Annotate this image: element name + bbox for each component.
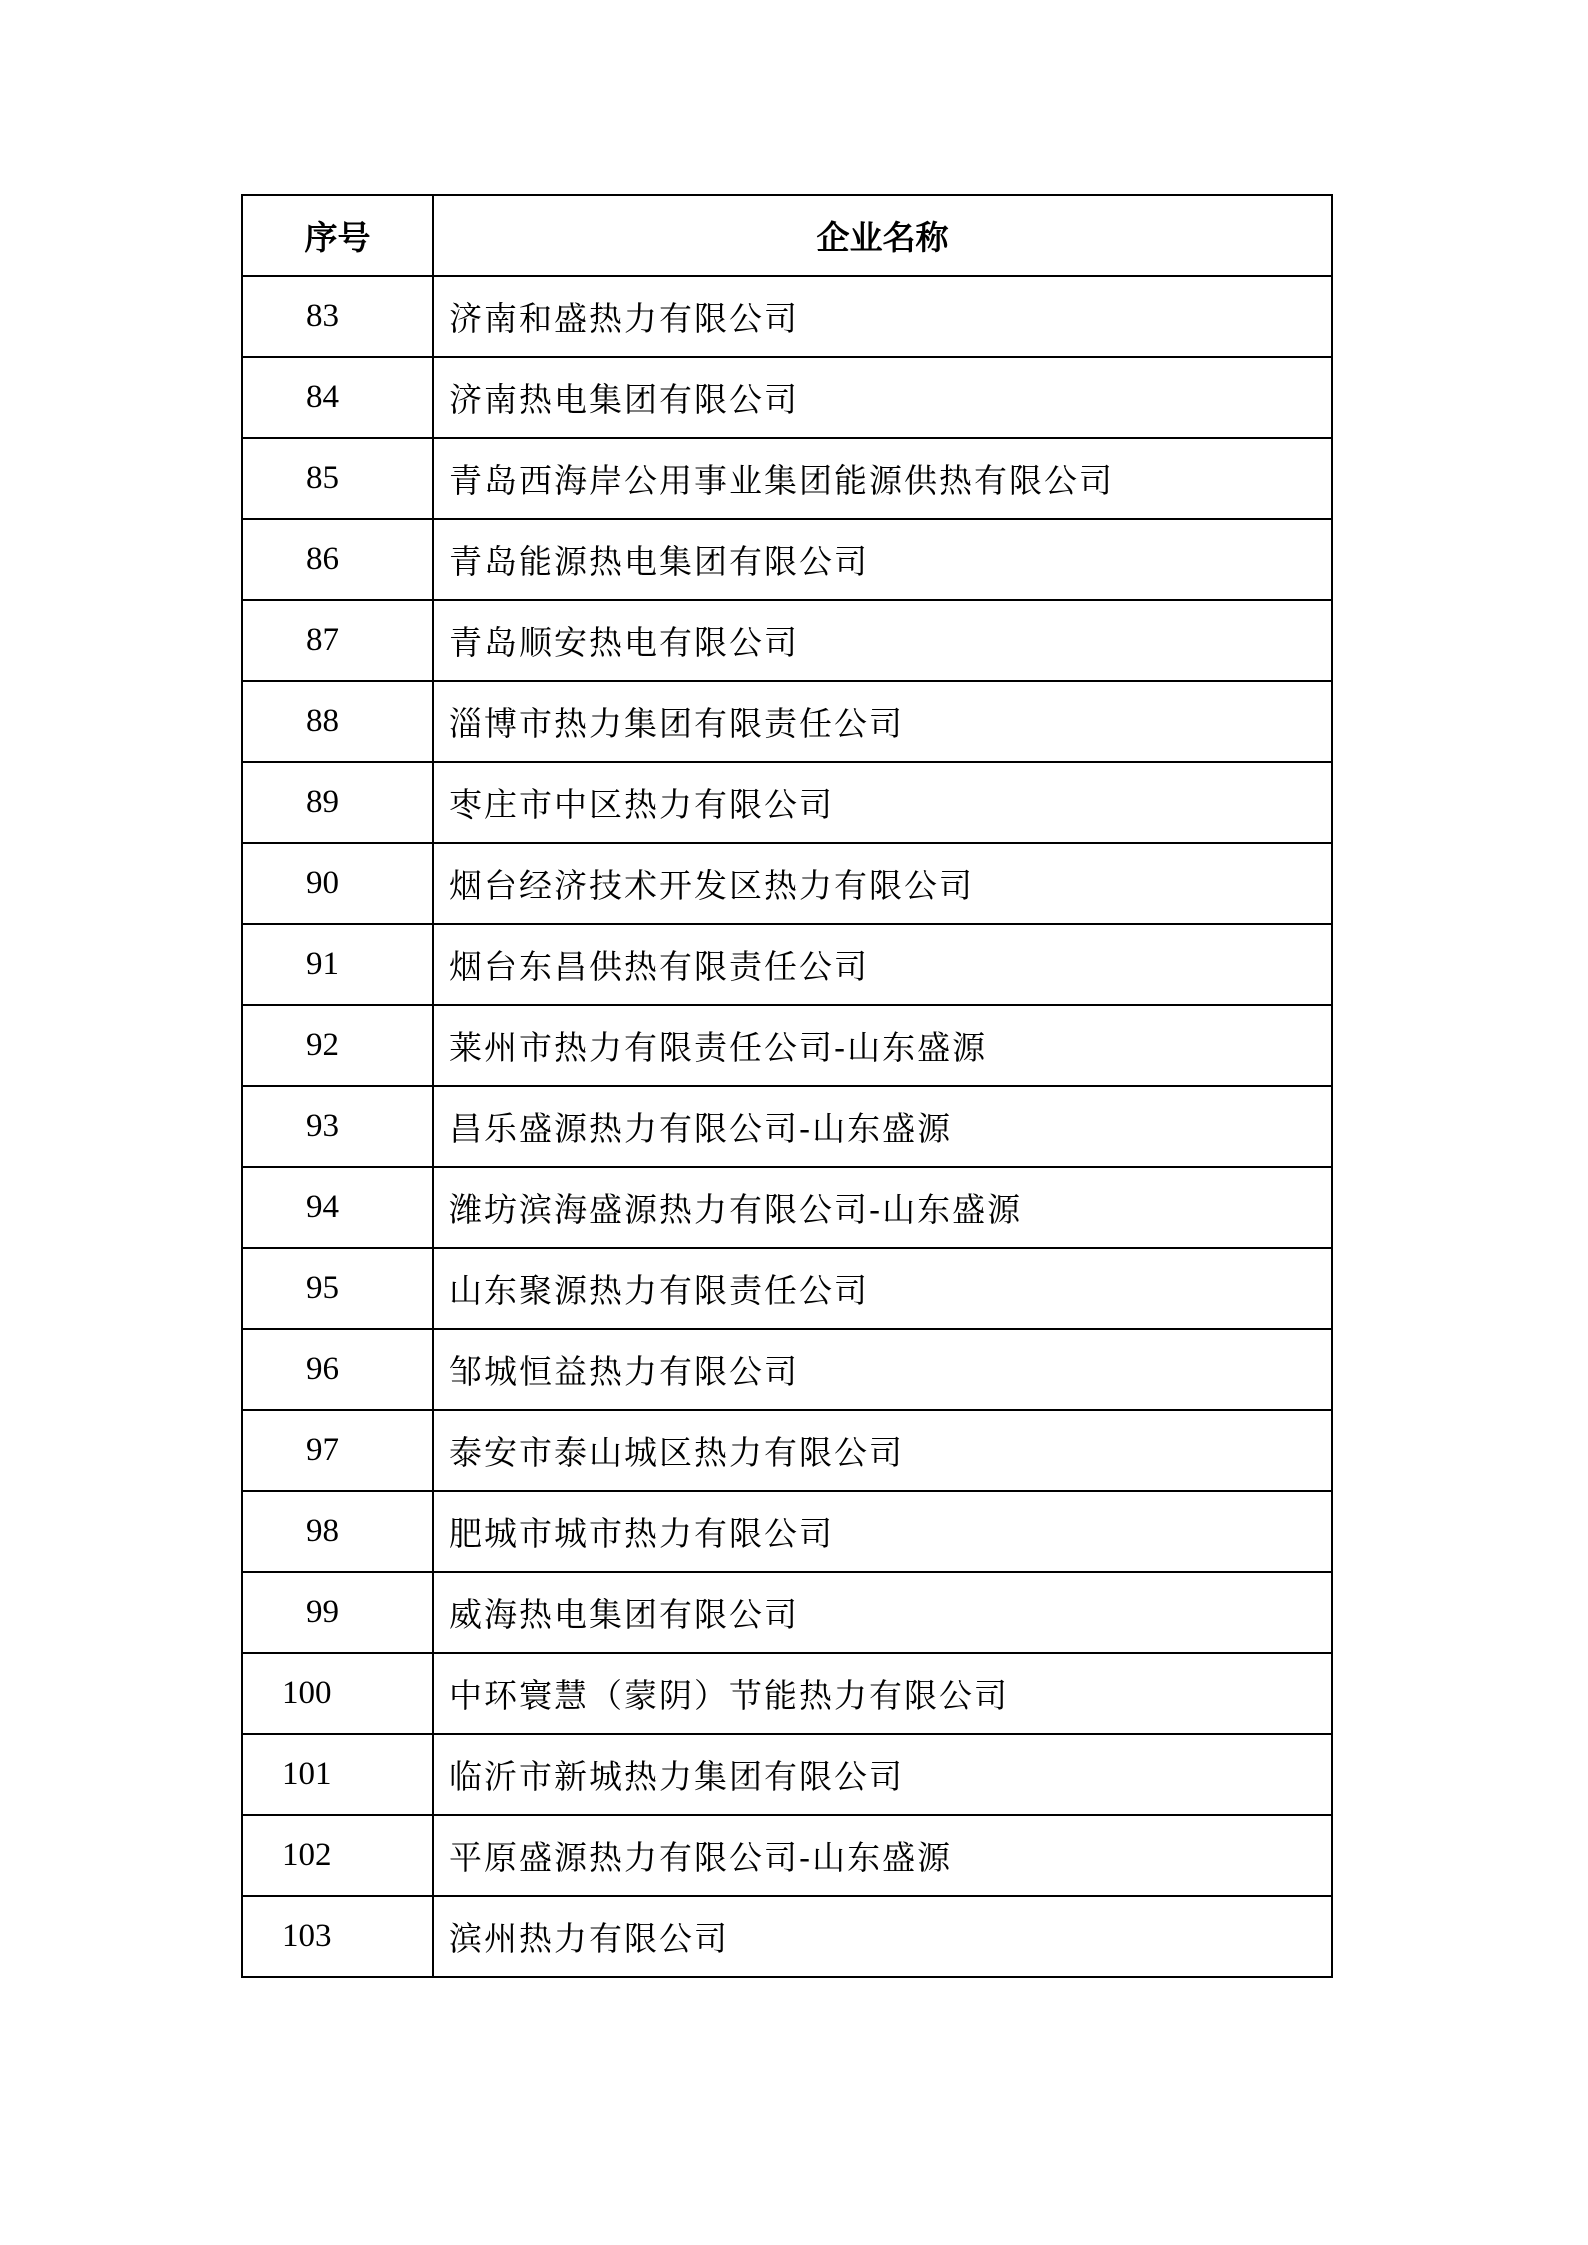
row-index: 89	[242, 762, 433, 843]
row-index: 91	[242, 924, 433, 1005]
table-row	[242, 1653, 1332, 1734]
row-index: 92	[242, 1005, 433, 1086]
company-name: 肥城市城市热力有限公司	[433, 1491, 1332, 1572]
company-name: 烟台东昌供热有限责任公司	[433, 924, 1332, 1005]
row-index: 103	[242, 1896, 433, 1977]
table-body	[242, 276, 1332, 1977]
table-header-row	[242, 195, 1332, 276]
table-row	[242, 1248, 1332, 1329]
row-index: 86	[242, 519, 433, 600]
header-company-name: 企业名称	[433, 195, 1332, 276]
table-row	[242, 843, 1332, 924]
row-index: 100	[242, 1653, 433, 1734]
company-name: 枣庄市中区热力有限公司	[433, 762, 1332, 843]
company-table	[241, 194, 1333, 1978]
company-name: 昌乐盛源热力有限公司-山东盛源	[433, 1086, 1332, 1167]
row-index: 85	[242, 438, 433, 519]
header-index: 序号	[242, 195, 433, 276]
company-name: 平原盛源热力有限公司-山东盛源	[433, 1815, 1332, 1896]
table-row	[242, 357, 1332, 438]
table-row	[242, 1491, 1332, 1572]
company-name: 泰安市泰山城区热力有限公司	[433, 1410, 1332, 1491]
company-name: 青岛顺安热电有限公司	[433, 600, 1332, 681]
row-index: 83	[242, 276, 433, 357]
row-index: 84	[242, 357, 433, 438]
table-row	[242, 438, 1332, 519]
company-name: 济南热电集团有限公司	[433, 357, 1332, 438]
table-row	[242, 1005, 1332, 1086]
row-index: 95	[242, 1248, 433, 1329]
company-name: 临沂市新城热力集团有限公司	[433, 1734, 1332, 1815]
row-index: 102	[242, 1815, 433, 1896]
company-name: 中环寰慧（蒙阴）节能热力有限公司	[433, 1653, 1332, 1734]
table-row	[242, 1734, 1332, 1815]
table-row	[242, 1815, 1332, 1896]
row-index: 87	[242, 600, 433, 681]
company-name: 滨州热力有限公司	[433, 1896, 1332, 1977]
table-row	[242, 276, 1332, 357]
row-index: 94	[242, 1167, 433, 1248]
company-name: 青岛能源热电集团有限公司	[433, 519, 1332, 600]
company-name: 济南和盛热力有限公司	[433, 276, 1332, 357]
table-row	[242, 1410, 1332, 1491]
row-index: 101	[242, 1734, 433, 1815]
company-name: 潍坊滨海盛源热力有限公司-山东盛源	[433, 1167, 1332, 1248]
table-row	[242, 1086, 1332, 1167]
table-row	[242, 1572, 1332, 1653]
company-name: 烟台经济技术开发区热力有限公司	[433, 843, 1332, 924]
table-row	[242, 1896, 1332, 1977]
table-row	[242, 600, 1332, 681]
company-name: 莱州市热力有限责任公司-山东盛源	[433, 1005, 1332, 1086]
table-row	[242, 681, 1332, 762]
row-index: 99	[242, 1572, 433, 1653]
row-index: 90	[242, 843, 433, 924]
company-name: 邹城恒益热力有限公司	[433, 1329, 1332, 1410]
company-name: 威海热电集团有限公司	[433, 1572, 1332, 1653]
company-name: 山东聚源热力有限责任公司	[433, 1248, 1332, 1329]
table-row	[242, 1329, 1332, 1410]
table-row	[242, 1167, 1332, 1248]
table-row	[242, 519, 1332, 600]
table-row	[242, 924, 1332, 1005]
table-row	[242, 762, 1332, 843]
row-index: 97	[242, 1410, 433, 1491]
row-index: 96	[242, 1329, 433, 1410]
company-name: 青岛西海岸公用事业集团能源供热有限公司	[433, 438, 1332, 519]
row-index: 93	[242, 1086, 433, 1167]
company-name: 淄博市热力集团有限责任公司	[433, 681, 1332, 762]
row-index: 88	[242, 681, 433, 762]
row-index: 98	[242, 1491, 433, 1572]
